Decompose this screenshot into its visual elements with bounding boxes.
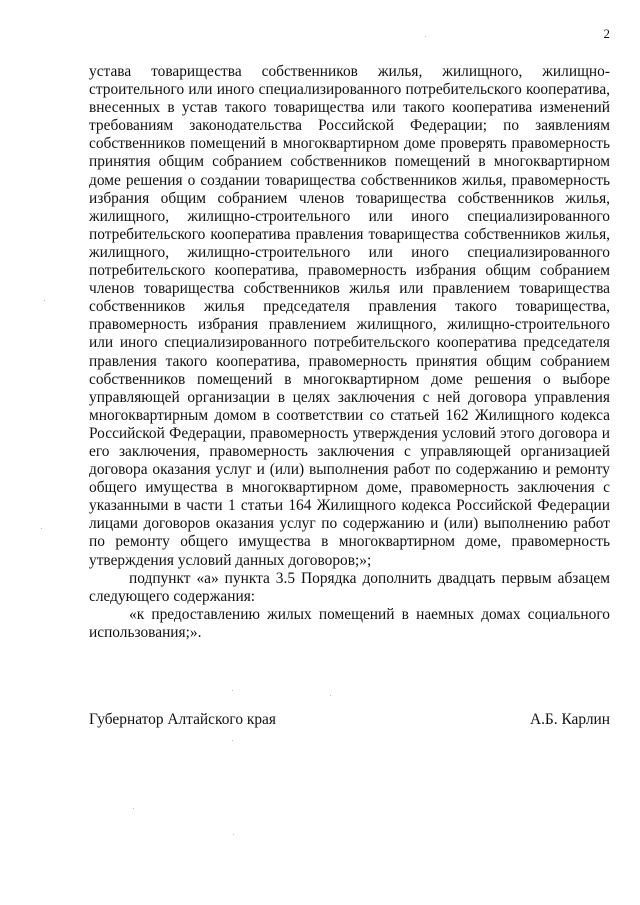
scan-speck <box>330 695 331 696</box>
document-body <box>89 63 610 642</box>
page-number: 2 <box>603 26 610 41</box>
paragraph-new-clause: «к предоставлению жилых помещений в наемных домах социального использования;». <box>89 605 610 641</box>
scan-speck <box>425 36 426 37</box>
paragraph-subpoint-a: подпункт «а» пункта 3.5 Порядка дополнить двадцать первым абзацем следующего содержания: <box>89 569 610 605</box>
scan-speck <box>44 300 45 301</box>
scan-speck <box>233 834 234 835</box>
paragraph-amendment-text: устава товарищества собственников жилья, жилищного, жилищно-строительного или иного специализированного потребительского кооператива, внесенных в устав такого товарищества или такого кооператива изменений требованиям законодательства Российской Федерации; по заявлениям собственников помещений в многоквартирном доме проверять правомерность принятия общим собранием собственников помещений в многоквартирном доме решения о создании товарищества собственников жилья, правомерность избрания общим собранием членов товарищества собственников жилья, жилищного, жилищно-строительного или иного специализированного потребительского кооператива правления товарищества собственников жилья, жилищного, жилищно-строительного или иного специализированного потребительского кооператива, правомерность избрания общим собранием членов товарищества собственников жилья или правлением товарищества собственников жилья председателя правления такого товарищества, правомерность избрания правлением жилищного, жилищно-строительного или иного специализированного потребительского кооператива председателя правления такого кооператива, правомерность принятия общим собранием собственников помещений в многоквартирном доме решения о выборе управляющей организации в целях заключения с ней договора управления многоквартирным домом в соответствии со статьей 162 Жилищного кодекса Российской Федерации, правомерность утверждения условий этого договора и его заключения, правомерность заключения с управляющей организацией договора оказания услуг и (или) выполнения работ по содержанию и ремонту общего имущества в многоквартирном доме, правомерность заключения с указанными в части 1 статьи 164 Жилищного кодекса Российской Федерации лицами договоров оказания услуг по содержанию и (или) выполнению работ по ремонту общего имущества в многоквартирном доме, правомерность утверждения условий данных договоров;»; <box>89 63 610 569</box>
scan-speck <box>232 740 233 741</box>
signatory-name: А.Б. Карлин <box>529 711 610 728</box>
signatory-position: Губернатор Алтайского края <box>89 711 276 728</box>
scan-speck <box>133 808 134 809</box>
scan-speck <box>232 690 233 691</box>
scan-speck <box>41 528 42 529</box>
signature-block <box>89 711 610 729</box>
